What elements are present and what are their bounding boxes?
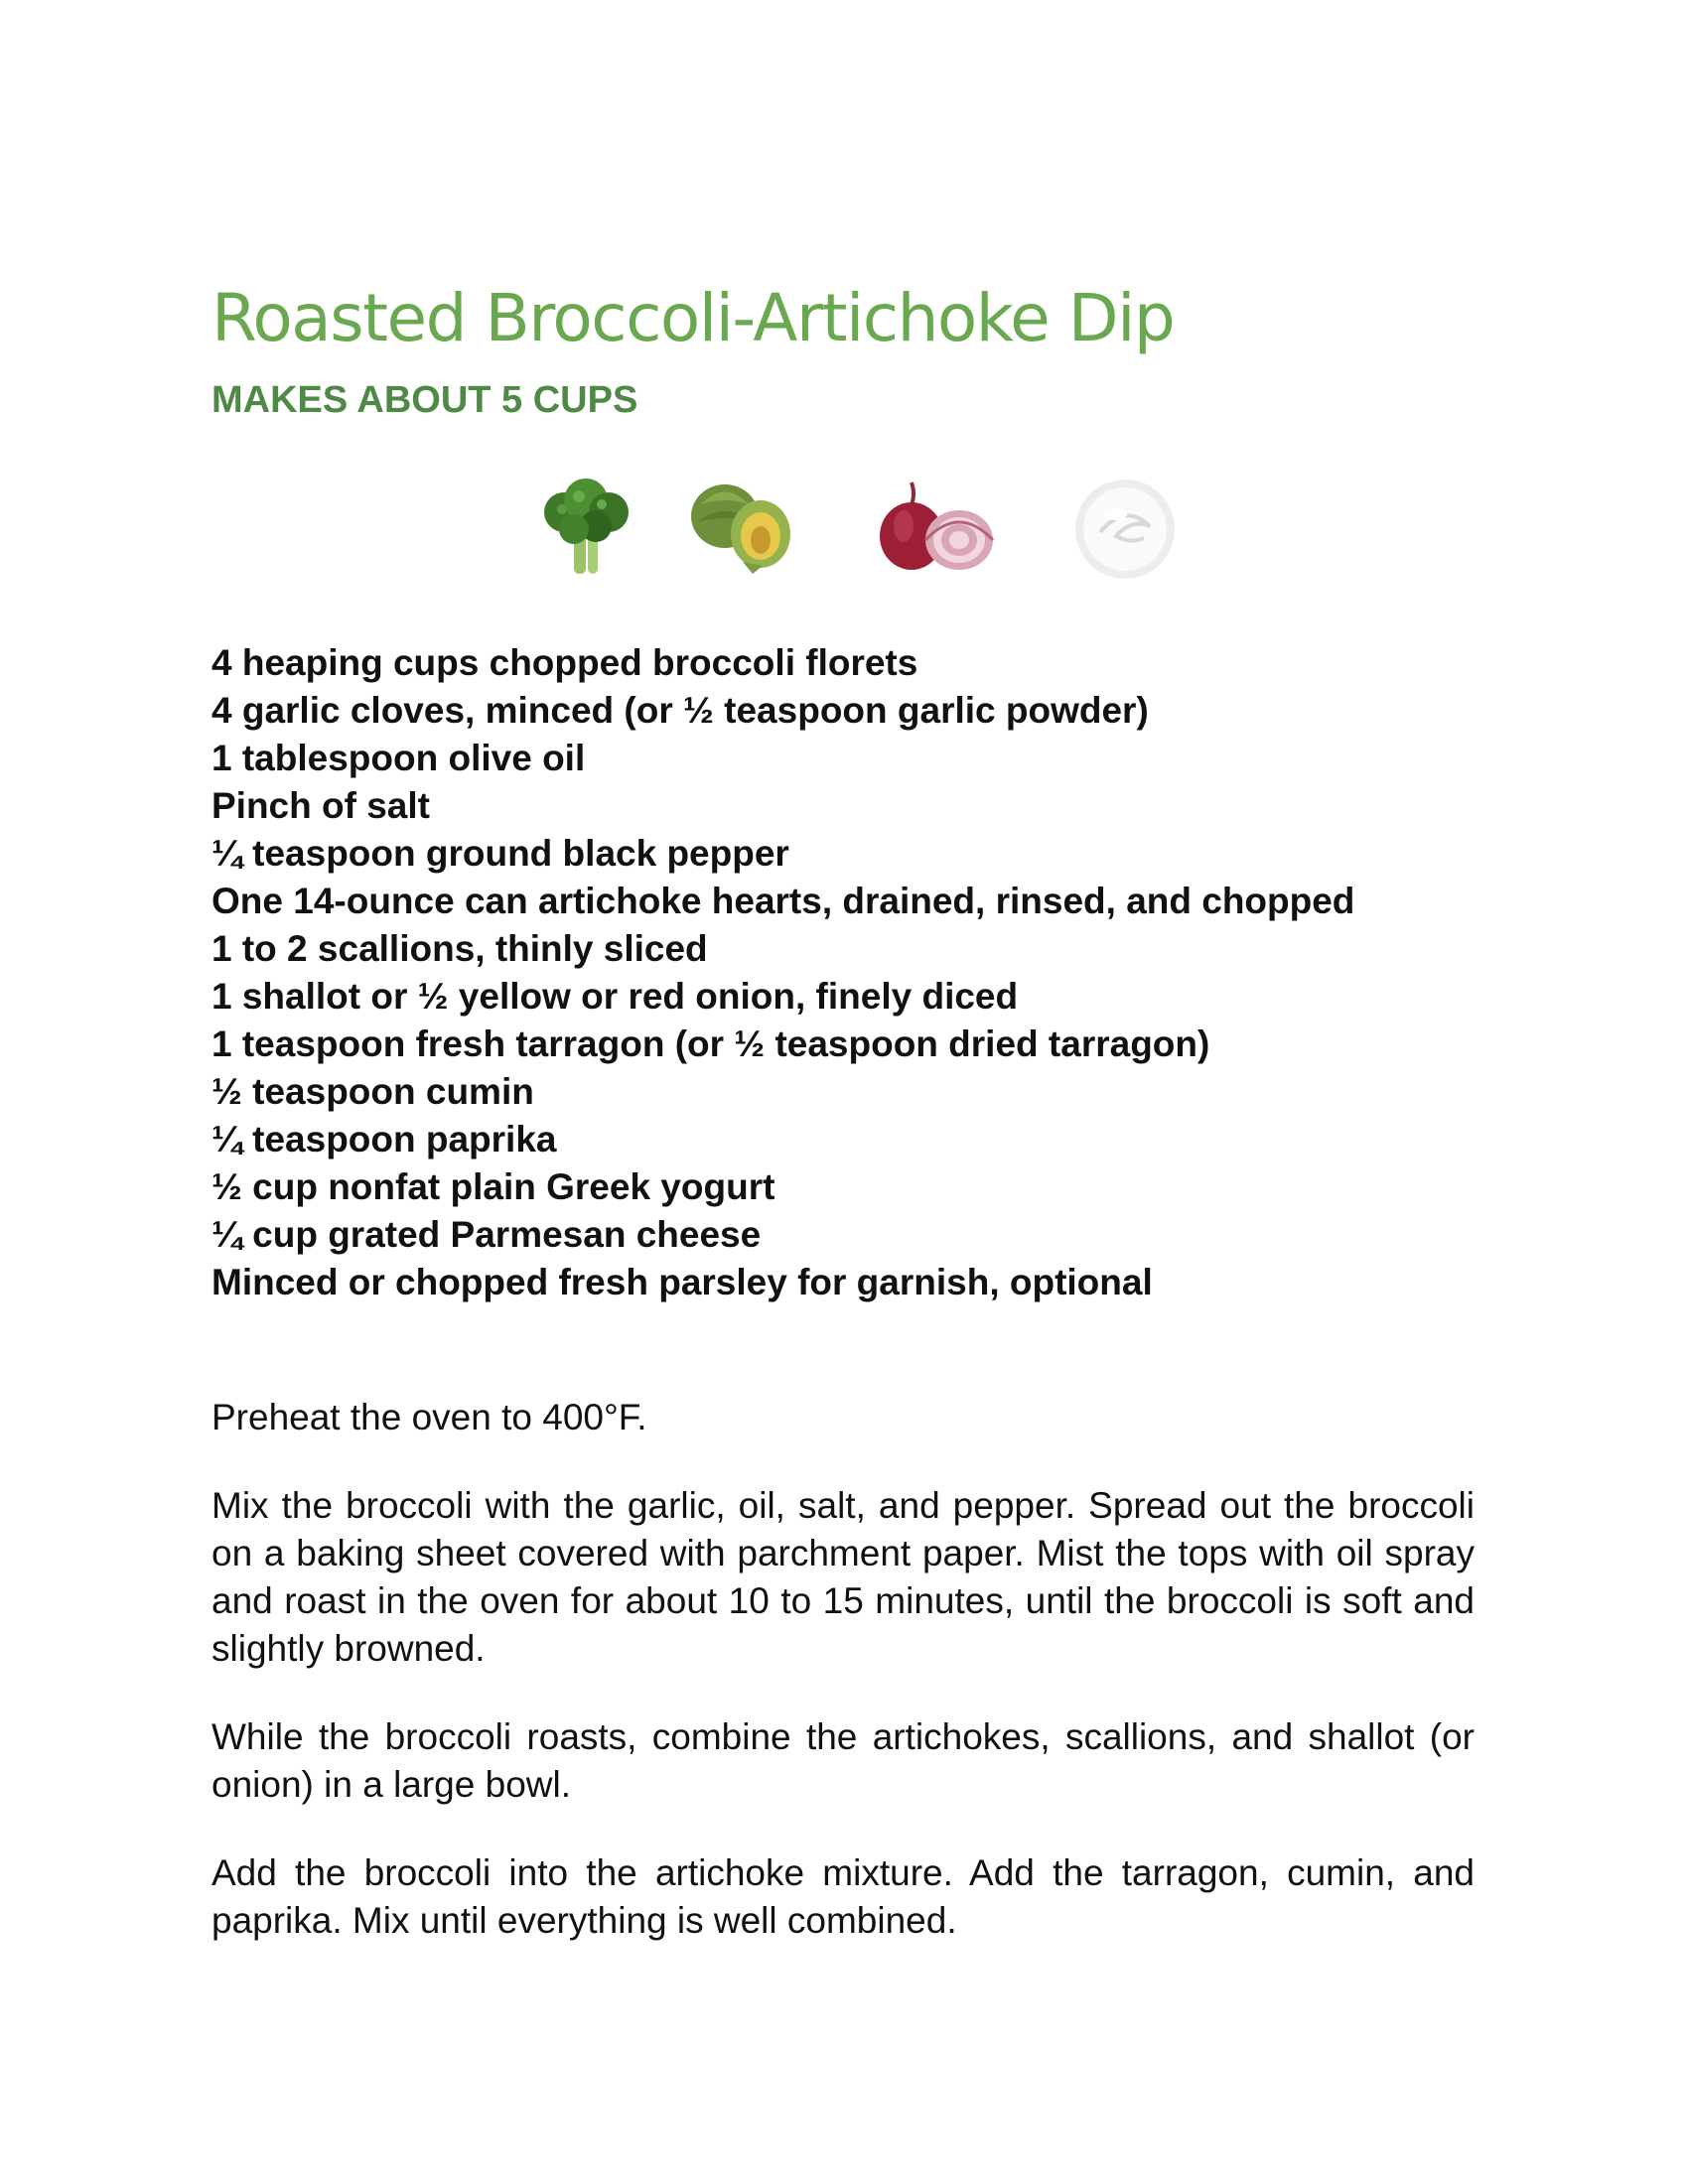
ingredient-item: ¼ cup grated Parmesan cheese bbox=[211, 1214, 762, 1255]
ingredient-icons bbox=[534, 475, 1190, 594]
ingredient-item: 4 heaping cups chopped broccoli florets bbox=[211, 642, 918, 683]
ingredient-item: 4 garlic cloves, minced (or ½ teaspoon garlic powder) bbox=[211, 690, 1149, 731]
yogurt-icon bbox=[1070, 475, 1180, 584]
instruction-step: Mix the broccoli with the garlic, oil, salt, and pepper. Spread out the broccoli on a baking sheet covered with parchment paper. Mist the tops with oil spray and roast in the oven for about 10 to 15 minutes, until the broccoli is soft and slightly browned. bbox=[211, 1485, 1475, 1669]
ingredient-item: ½ cup nonfat plain Greek yogurt bbox=[211, 1166, 775, 1207]
ingredient-item: Pinch of salt bbox=[211, 785, 430, 826]
red-onion-icon bbox=[872, 475, 1001, 584]
recipe-yield: MAKES ABOUT 5 CUPS bbox=[211, 379, 638, 421]
ingredient-item: 1 shallot or ½ yellow or red onion, finely diced bbox=[211, 976, 1019, 1017]
broccoli-icon bbox=[534, 475, 643, 584]
artichoke-icon bbox=[683, 475, 802, 584]
ingredient-item: 1 tablespoon olive oil bbox=[211, 738, 586, 778]
ingredient-item: Minced or chopped fresh parsley for garnish, optional bbox=[211, 1262, 1153, 1302]
ingredient-item: ¼ teaspoon paprika bbox=[211, 1119, 557, 1160]
ingredient-item: ¼ teaspoon ground black pepper bbox=[211, 833, 789, 874]
recipe-title: Roasted Broccoli-Artichoke Dip bbox=[211, 280, 1175, 356]
ingredient-list bbox=[211, 639, 1475, 1306]
ingredient-item: One 14-ounce can artichoke hearts, drained, rinsed, and chopped bbox=[211, 881, 1355, 921]
ingredient-item: 1 to 2 scallions, thinly sliced bbox=[211, 928, 708, 969]
instructions bbox=[211, 1394, 1475, 1985]
instruction-step: Preheat the oven to 400°F. bbox=[211, 1397, 647, 1437]
instruction-step: Add the broccoli into the artichoke mixture. Add the tarragon, cumin, and paprika. Mix until everything is well combined. bbox=[211, 1852, 1475, 1941]
ingredient-item: 1 teaspoon fresh tarragon (or ½ teaspoon dried tarragon) bbox=[211, 1024, 1210, 1064]
ingredient-item: ½ teaspoon cumin bbox=[211, 1071, 534, 1112]
recipe-page bbox=[211, 0, 1475, 2184]
instruction-step: While the broccoli roasts, combine the artichokes, scallions, and shallot (or onion) in a large bowl. bbox=[211, 1716, 1475, 1805]
